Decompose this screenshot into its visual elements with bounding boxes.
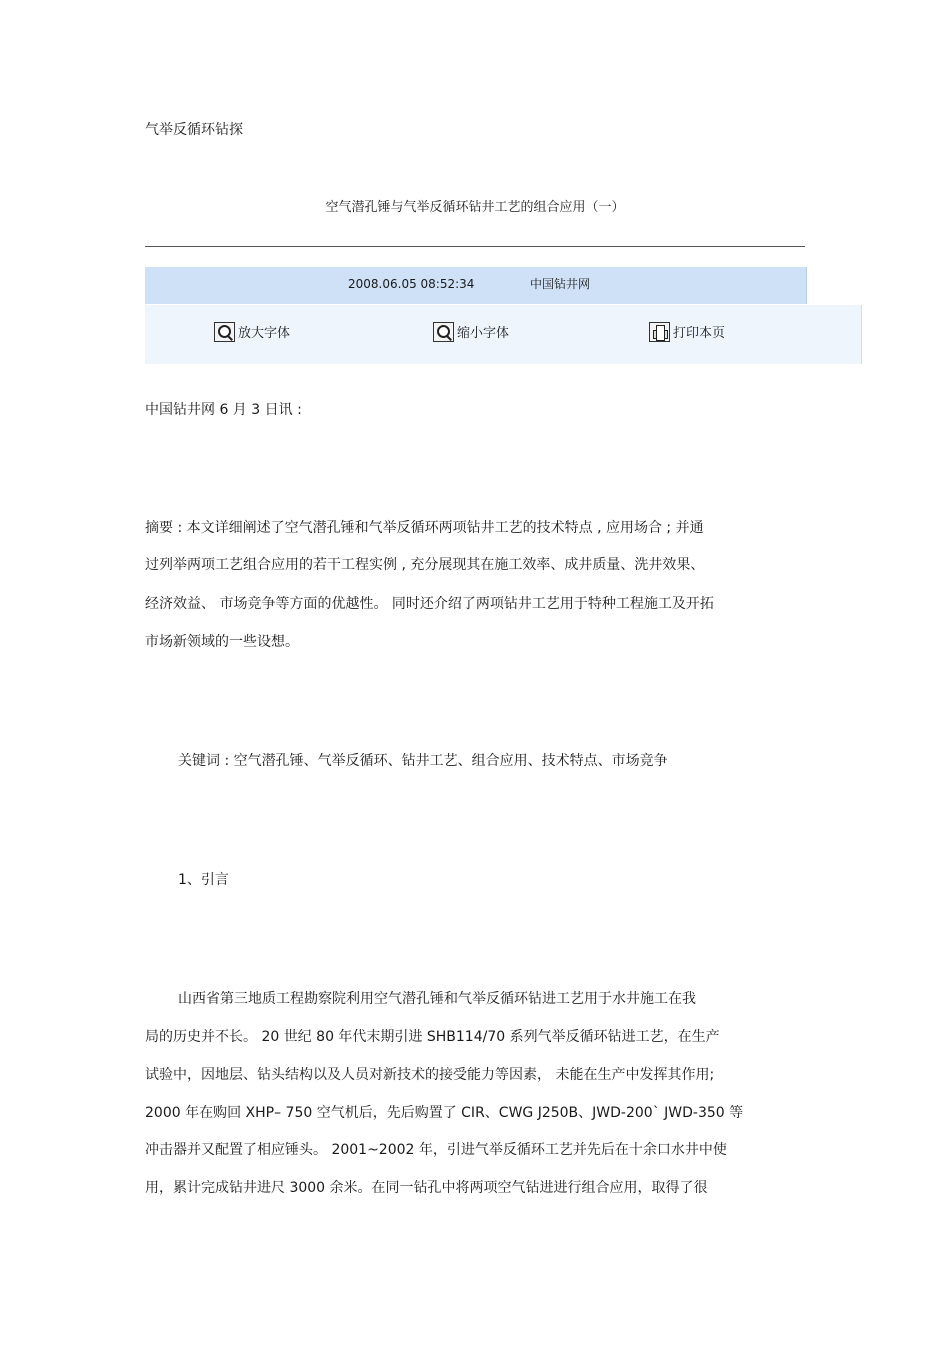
- enlarge-font-label: 放大字体: [238, 326, 291, 341]
- intro-line: 试验中，因地层、钻头结构以及人员对新技术的接受能力等因素， 未能在生产中发挥其作用;: [145, 1067, 715, 1083]
- article-title: 空气潜孔锤与气举反循环钻井工艺的组合应用（一）: [325, 200, 625, 215]
- title-divider: [145, 246, 805, 247]
- publish-date: 2008.06.05 08:52:34: [348, 277, 475, 291]
- dateline: 中国钻井网 6 月 3 日讯 :: [145, 402, 302, 418]
- publish-source: 中国钻井网: [530, 277, 591, 291]
- shrink-font-label: 缩小字体: [457, 326, 510, 341]
- section-heading: 1、引言: [178, 872, 229, 888]
- printer-icon: [649, 322, 670, 342]
- enlarge-font-button[interactable]: [214, 322, 290, 342]
- abstract-line: 过列举两项工艺组合应用的若干工程实例 , 充分展现其在施工效率、成井质量、洗井效果、: [145, 557, 705, 573]
- intro-line: 用，累计完成钻井进尺 3000 余米。在同一钻孔中将两项空气钻进进行组合应用，取得了很: [145, 1180, 708, 1196]
- shrink-font-button[interactable]: [433, 322, 509, 342]
- abstract-line: 市场新领域的一些设想。: [145, 634, 299, 650]
- intro-line: 局的历史并不长。 20 世纪 80 年代末期引进 SHB114/70 系列气举反循环钻进工艺，在生产: [145, 1029, 720, 1045]
- zoom-out-icon: [433, 322, 454, 342]
- meta-bar: [145, 267, 807, 304]
- intro-line: 冲击器并又配置了相应锤头。 2001~2002 年，引进气举反循环工艺并先后在十余口水井中使: [145, 1142, 727, 1158]
- intro-line: 2000 年在购回 XHP– 750 空气机后，先后购置了 CIR、CWG J250B、JWD-200` JWD-350 等: [145, 1105, 744, 1121]
- abstract-line: 经济效益、 市场竞争等方面的优越性。 同时还介绍了两项钻井工艺用于特种工程施工及开拓: [145, 596, 714, 612]
- document-top-title: 气举反循环钻探: [145, 122, 243, 138]
- print-page-label: 打印本页: [673, 326, 726, 341]
- zoom-in-icon: [214, 322, 235, 342]
- keywords: 关键词 : 空气潜孔锤、气举反循环、钻井工艺、组合应用、技术特点、市场竞争: [178, 753, 668, 769]
- abstract-line: 摘要 : 本文详细阐述了空气潜孔锤和气举反循环两项钻井工艺的技术特点 , 应用场合 ; 并通: [145, 520, 704, 536]
- print-page-button[interactable]: [649, 322, 725, 342]
- intro-line: 山西省第三地质工程勘察院利用空气潜孔锤和气举反循环钻进工艺用于水井施工在我: [178, 991, 696, 1007]
